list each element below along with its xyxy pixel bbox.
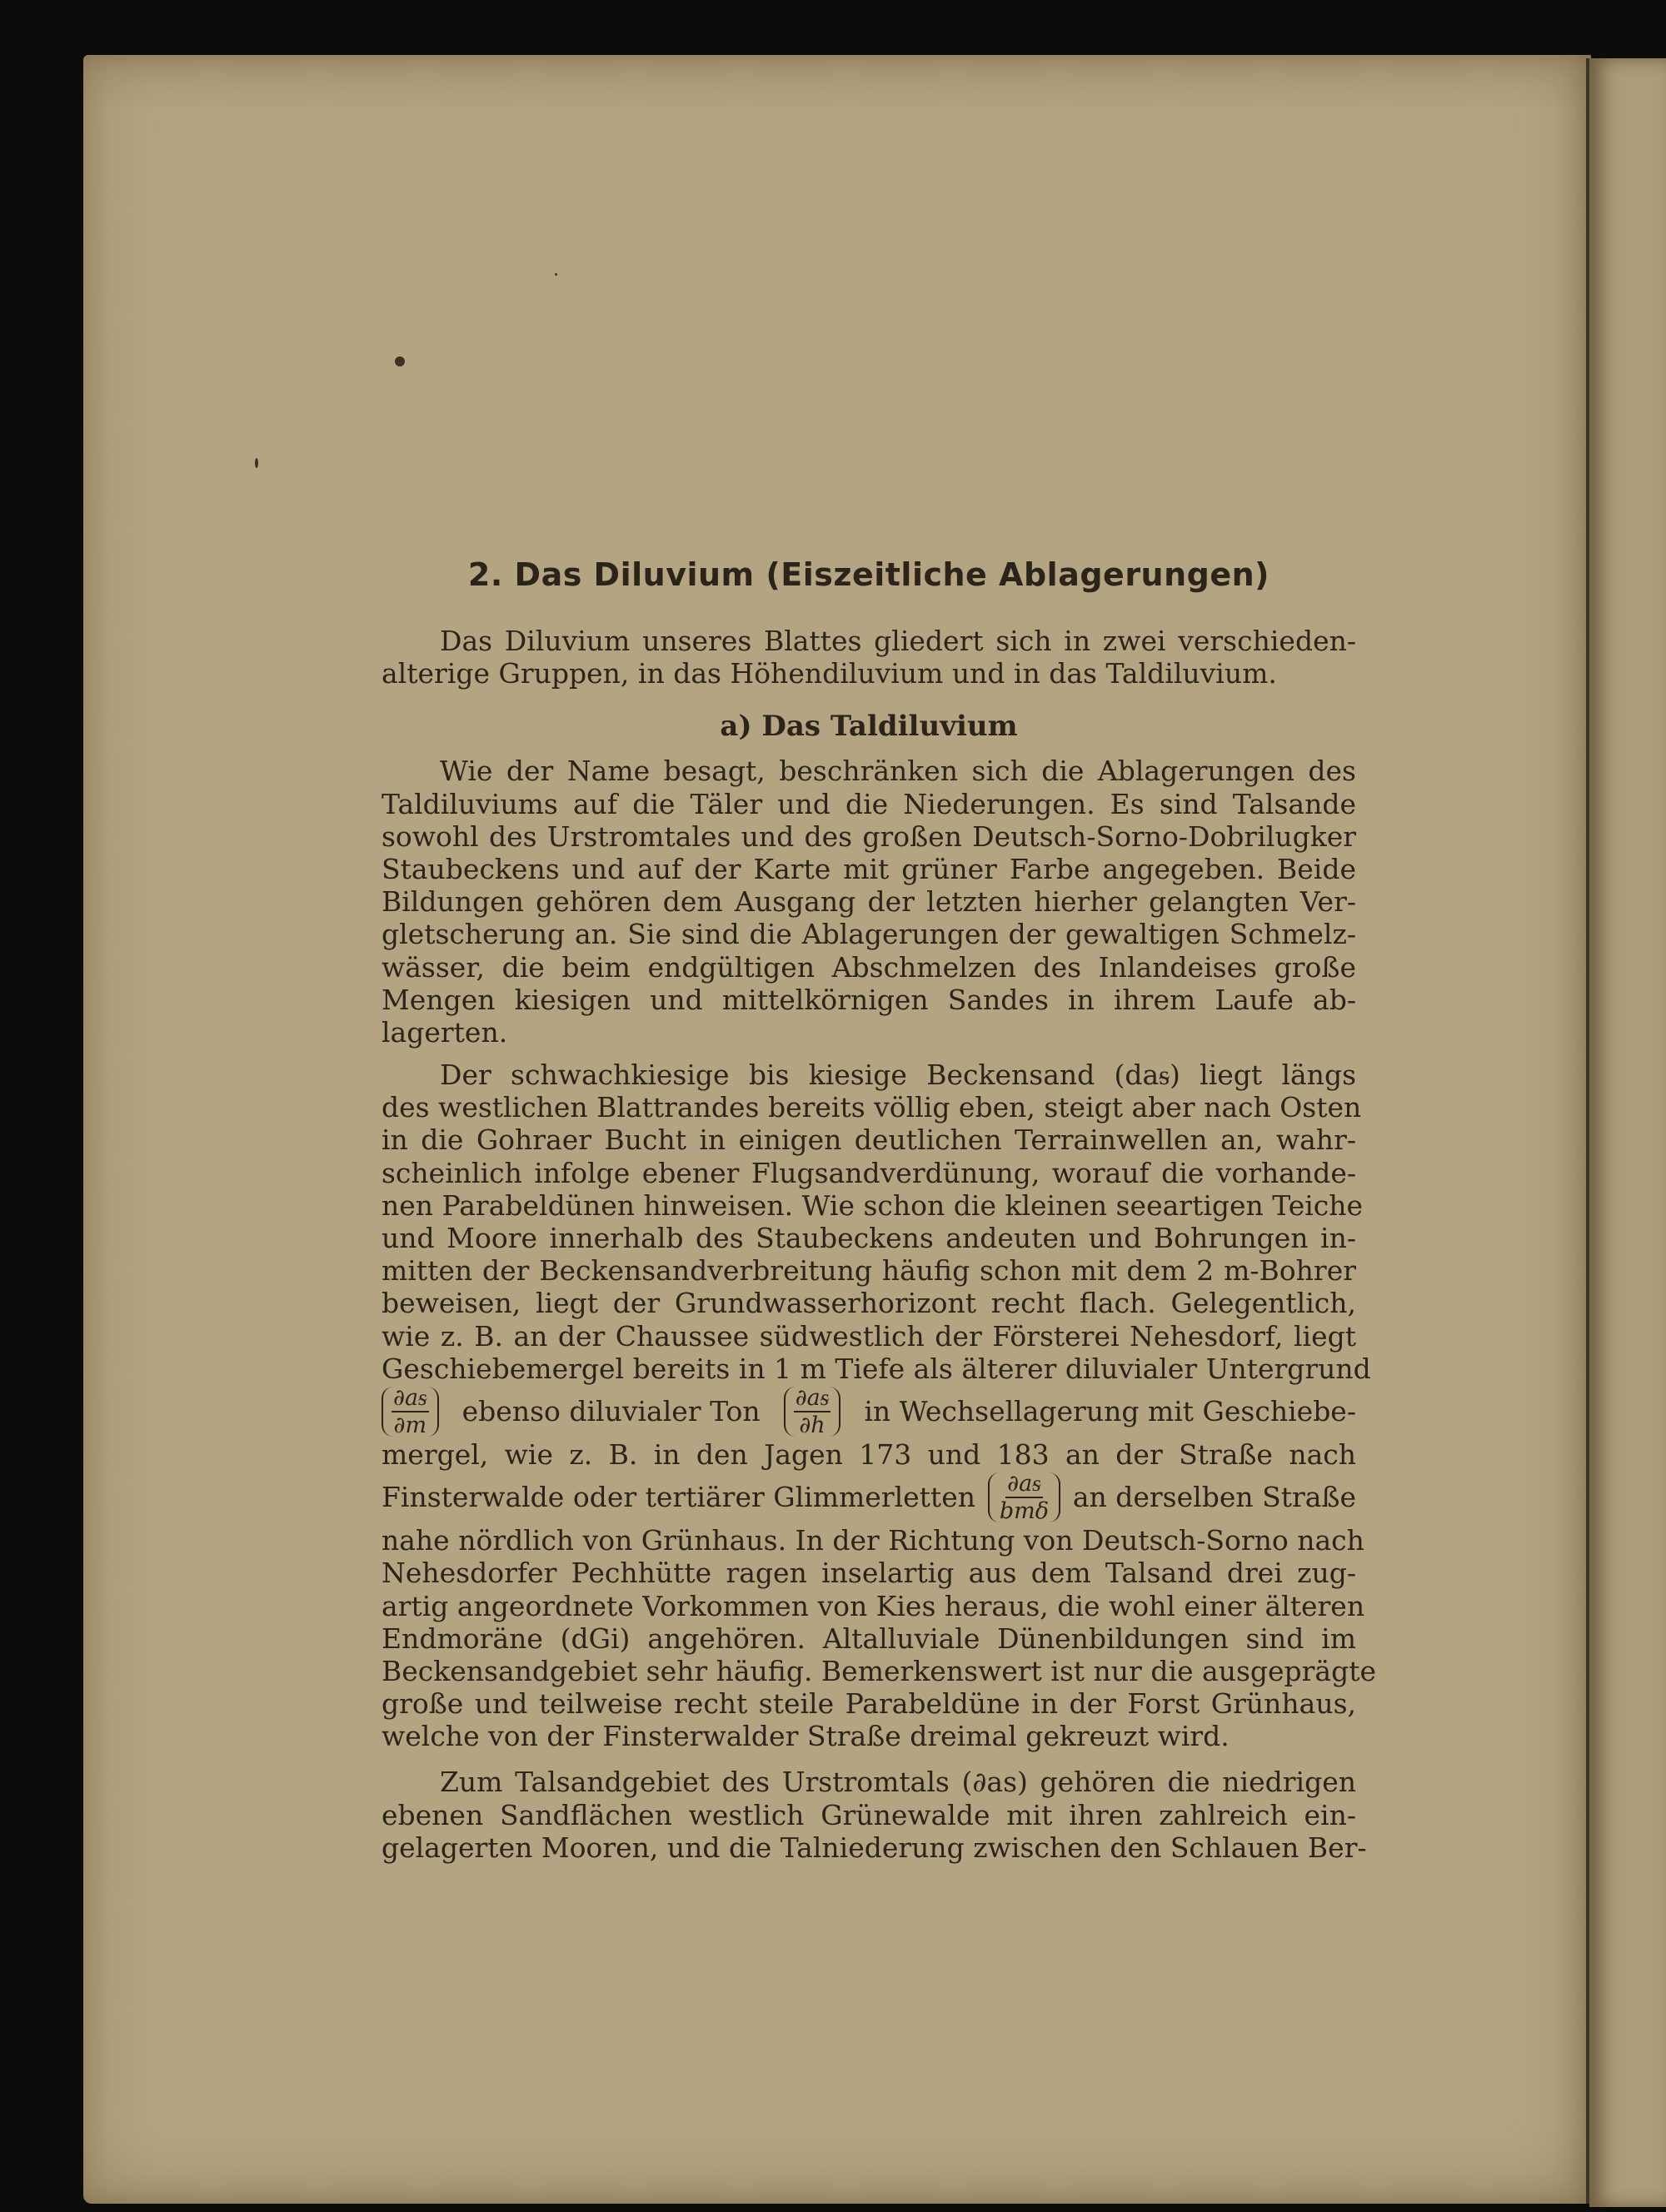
text-line: wässer, die beim endgültigen Abschmelzen des Inlandeises große [382,950,1356,984]
text-line: Wie der Name besagt, beschränken sich die Ablagerungen des [440,755,1356,788]
page-text [382,556,1377,1864]
text-line: Zum Talsandgebiet des Urstromtals (∂as) gehören die niedrigen [440,1766,1356,1799]
text-line: gelagerten Mooren, und die Talniederung zwischen den Schlauen Ber- [382,1831,1367,1864]
ink-speck [255,458,258,468]
paragraph-1 [382,755,1356,1049]
text-line: gletscherung an. Sie sind die Ablagerungen der gewaltigen Schmelz- [382,918,1356,951]
text-line: mergel, wie z. B. in den Jagen 173 und 183 an der Straße nach [382,1437,1356,1471]
inline-text: an derselben Straße [1072,1481,1356,1514]
text-line: Das Diluvium unseres Blattes gliedert sich in zwei verschieden- [440,625,1356,657]
fraction-numerator: ∂aᵴ [393,1384,427,1411]
symbol-fraction [784,1384,841,1438]
inline-text: ebenso diluvialer Ton [461,1394,761,1427]
text-line: Bildungen gehören dem Ausgang der letzten hierher gelangten Ver- [382,885,1356,919]
adjacent-page-edge [1589,58,1666,2207]
text-line: Taldiluviums auf die Täler und die Niederungen. Es sind Talsande [382,787,1356,820]
text-line: und Moore innerhalb des Staubeckens andeuten und Bohrungen in- [382,1222,1356,1254]
fraction-denominator: ∂m [393,1412,427,1438]
text-line: artig angeordnete Vorkommen von Kies heraus, die wohl einer älteren [382,1589,1365,1622]
text-line: nen Parabeldünen hinweisen. Wie schon die kleinen seeartigen Teiche [382,1188,1364,1222]
text-line: Mengen kiesigen und mittelkörnigen Sandes in ihrem Laufe ab- [382,983,1356,1016]
text-line: des westlichen Blattrandes bereits völlig eben, steigt aber nach Osten [382,1091,1362,1124]
inline-text: Finsterwalde oder tertiärer Glimmerletten [382,1481,975,1514]
fraction-denominator: bmδ [999,1498,1049,1525]
ink-speck [555,273,557,276]
text-line: wie z. B. an der Chaussee südwestlich der Försterei Nehesdorf, liegt [382,1319,1356,1353]
fraction-numerator: ∂aᵴ [1007,1471,1041,1497]
subsection-heading: a) Das Taldiluvium [720,710,1018,744]
fraction-denominator: ∂h [799,1412,826,1438]
paragraph-3 [382,1766,1367,1864]
text-line: in die Gohraer Bucht in einigen deutlichen Terrainwellen an, wahr- [382,1123,1356,1157]
ink-speck [395,356,405,366]
text-line: Staubeckens und auf der Karte mit grüner Farbe angegeben. Beide [382,852,1356,885]
paragraph-2 [382,1059,1377,1753]
formula-line [382,1385,1356,1438]
text-line: lagerten. [382,1015,508,1049]
symbol-fraction [988,1471,1060,1525]
book-page [83,55,1591,2204]
text-line: scheinlich infolge ebener Flugsandverdünung, worauf die vorhande- [382,1156,1356,1189]
text-line: nahe nördlich von Grünhaus. In der Richtung von Deutsch-Sorno nach [382,1524,1364,1557]
section-heading: 2. Das Diluvium (Eiszeitliche Ablagerungen) [467,556,1270,593]
text-line: Beckensandgebiet sehr häufig. Bemerkenswert ist nur die ausgeprägte [382,1654,1377,1687]
text-line: sowohl des Urstromtales und des großen Deutsch-Sorno-Dobrilugker [382,820,1356,853]
intro-paragraph [382,625,1356,690]
text-line: Nehesdorfer Pechhütte ragen inselartig aus dem Talsand drei zug- [382,1557,1356,1590]
text-line: mitten der Beckensandverbreitung häufig schon mit dem 2 m-Bohrer [382,1254,1356,1288]
text-line: Geschiebemergel bereits in 1 m Tiefe als älterer diluvialer Untergrund [382,1352,1371,1385]
text-line: alterige Gruppen, in das Höhendiluvium und in das Taldiluvium. [382,657,1277,690]
fraction-numerator: ∂aᵴ [795,1384,830,1411]
formula-line [382,1471,1356,1524]
text-line: welche von der Finsterwalder Straße dreimal gekreuzt wird. [382,1720,1230,1753]
text-line: große und teilweise recht steile Parabeldüne in der Forst Grünhaus, [382,1687,1356,1721]
text-line: beweisen, liegt der Grundwasserhorizont recht flach. Gelegentlich, [382,1287,1356,1320]
text-line: Der schwachkiesige bis kiesige Beckensand (daᵴ) liegt längs [440,1059,1356,1092]
text-line: ebenen Sandflächen westlich Grünewalde mit ihren zahlreich ein- [382,1798,1356,1831]
text-line: Endmoräne (dGi) angehören. Altalluviale Dünenbildungen sind im [382,1622,1356,1655]
symbol-fraction [382,1384,439,1438]
inline-text: in Wechsellagerung mit Geschiebe- [864,1394,1356,1427]
